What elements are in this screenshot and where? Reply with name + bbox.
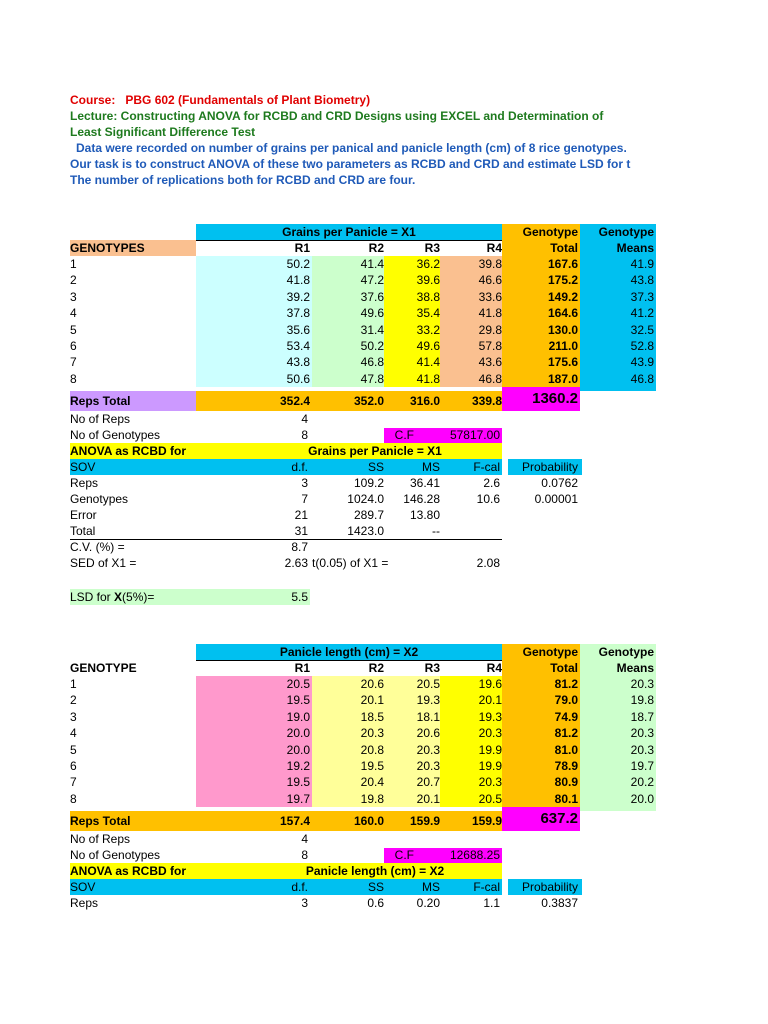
anova-value: 0.6 [367, 896, 384, 911]
anova-value [426, 523, 500, 539]
sed-label: SED of X1 = [70, 556, 137, 571]
genotype-id: 5 [70, 322, 77, 337]
anova-header: Probability [521, 460, 578, 475]
genotype-mean-value: 20.3 [630, 677, 654, 691]
intro-text [70, 92, 760, 188]
rep-value: 46.8 [478, 371, 502, 386]
t-value: 2.08 [476, 556, 500, 571]
rep-value: 20.7 [416, 775, 440, 790]
anova-header-sov: SOV [70, 880, 96, 895]
rep-value: 43.8 [286, 355, 310, 370]
rep-value: 20.1 [360, 693, 384, 708]
rep-header-r1: R1 [294, 661, 310, 675]
anova-value: 10.6 [476, 492, 500, 507]
rep-value: 20.3 [416, 742, 440, 757]
data-line-3: The number of replications both for RCBD and CRD are four. [70, 173, 416, 187]
anova-value: 0.20 [416, 896, 440, 911]
lecture-line-1: Lecture: Constructing ANOVA for RCBD and CRD Designs using EXCEL and Determination of [70, 109, 604, 123]
anova-value: 0.3837 [541, 896, 578, 911]
no-of-genotypes-label: No of Genotypes [70, 428, 161, 443]
genotype-total-value: 164.6 [547, 306, 578, 321]
anova-header: d.f. [291, 880, 308, 895]
genotype-means-header: Genotype [598, 645, 654, 659]
genotype-mean-value: 20.0 [630, 791, 654, 806]
reps-total-label: Reps Total [70, 394, 131, 409]
cf-label: C.F [394, 428, 414, 443]
genotype-id: 3 [70, 709, 77, 724]
genotypes-header: GENOTYPES [70, 241, 145, 255]
rep-value: 19.5 [286, 775, 310, 790]
rep-header-r2: R2 [368, 661, 384, 675]
rep-header-r2: R2 [368, 241, 384, 255]
rep-header-r1: R1 [294, 241, 310, 255]
genotypes-header: GENOTYPE [70, 661, 137, 675]
rep-value: 35.4 [416, 306, 440, 321]
anova-value: 0.0762 [541, 476, 578, 491]
rep-value: 19.7 [286, 791, 310, 806]
rep-value: 20.5 [286, 677, 310, 691]
course-line: Course: PBG 602 (Fundamentals of Plant Biometry) [70, 93, 371, 107]
anova-value: 109.2 [353, 476, 384, 491]
rep-value: 20.1 [478, 693, 502, 708]
rep-value: 50.2 [286, 257, 310, 271]
rep-value: 20.5 [416, 677, 440, 691]
genotype-total-value: 74.9 [554, 709, 578, 724]
rep-value: 20.1 [416, 791, 440, 806]
rep-value: 49.6 [360, 306, 384, 321]
anova-value: 0.00001 [534, 492, 578, 507]
genotype-total-header: Total [550, 661, 578, 675]
rep-value: 41.8 [478, 306, 502, 321]
reps-total-value: 160.0 [353, 814, 384, 829]
genotype-total-header: Genotype [522, 225, 578, 239]
anova-header: SS [367, 880, 384, 895]
genotype-means-header: Means [616, 241, 654, 255]
rep-value: 43.6 [478, 355, 502, 370]
rep-value: 41.4 [416, 355, 440, 370]
genotype-id: 1 [70, 677, 77, 691]
genotype-total-value: 187.0 [547, 371, 578, 386]
data-line-1: Data were recorded on number of grains per panical and panicle length (cm) of 8 rice genotypes. [76, 141, 627, 155]
reps-total-value: 159.9 [409, 814, 440, 829]
genotype-total-header: Total [550, 241, 578, 255]
rep-value: 20.3 [478, 775, 502, 790]
reps-total-value: 157.4 [279, 814, 310, 829]
anova-header: MS [422, 880, 440, 895]
table-title: Panicle length (cm) = X2 [279, 645, 419, 659]
genotype-id: 6 [70, 759, 77, 773]
anova-value [504, 507, 578, 523]
rep-value: 20.0 [286, 726, 310, 741]
no-of-reps-label: No of Reps [70, 412, 131, 427]
rep-value: 29.8 [478, 322, 502, 337]
rep-value: 19.5 [360, 759, 384, 773]
rep-value: 49.6 [416, 339, 440, 353]
genotype-total-value: 211.0 [548, 339, 578, 353]
rep-value: 20.6 [416, 726, 440, 741]
anova-title: Panicle length (cm) = X2 [305, 864, 445, 879]
anova-value: 21 [294, 508, 308, 523]
rep-value: 19.9 [478, 742, 502, 757]
cf-value: 57817.00 [449, 428, 500, 443]
genotype-total-value: 79.0 [554, 693, 578, 708]
anova-header: F-cal [473, 460, 500, 475]
rep-header-r4: R4 [486, 241, 502, 255]
rep-value: 31.4 [360, 322, 384, 337]
rep-value: 37.8 [286, 306, 310, 321]
genotype-id: 2 [70, 693, 77, 708]
genotype-id: 4 [70, 306, 77, 321]
genotype-mean-value: 18.7 [630, 709, 654, 724]
anova-value: -- [432, 524, 440, 539]
grand-total-value: 637.2 [540, 810, 578, 828]
table-title: Grains per Panicle = X1 [282, 225, 416, 239]
lecture-line-2: Least Significant Difference Test [70, 125, 256, 139]
rep-value: 47.8 [360, 371, 384, 386]
genotype-id: 7 [70, 355, 77, 370]
rep-value: 46.8 [360, 355, 384, 370]
rep-value: 57.8 [478, 339, 502, 353]
genotype-mean-value: 20.3 [630, 726, 654, 741]
rep-value: 39.2 [286, 289, 310, 304]
rep-value: 37.6 [360, 289, 384, 304]
genotype-id: 7 [70, 775, 77, 790]
genotype-total-value: 130.0 [547, 322, 578, 337]
genotype-means-header: Genotype [598, 225, 654, 239]
rep-value: 19.3 [416, 693, 440, 708]
genotype-mean-value: 41.2 [630, 306, 654, 321]
cv-value: 8.7 [291, 540, 308, 555]
anova-header: Probability [521, 880, 578, 895]
anova-value [504, 523, 578, 539]
rep-value: 19.9 [478, 759, 502, 773]
anova-source: Reps [70, 476, 99, 491]
anova-header: F-cal [473, 880, 500, 895]
reps-total-value: 352.4 [279, 394, 310, 409]
lsd-value: 5.5 [291, 590, 308, 605]
grand-total-value: 1360.2 [532, 390, 578, 408]
rep-value: 19.0 [286, 709, 310, 724]
rep-value: 39.8 [478, 257, 502, 271]
rep-value: 20.0 [286, 742, 310, 757]
rep-value: 47.2 [360, 273, 384, 288]
no-of-reps-value: 4 [301, 412, 308, 427]
anova-label: ANOVA as RCBD for [70, 864, 187, 879]
genotype-total-value: 81.2 [554, 677, 578, 691]
genotype-means-header: Means [616, 661, 654, 675]
reps-total-value: 352.0 [353, 394, 384, 409]
anova-header: d.f. [291, 460, 308, 475]
anova-value: 2.6 [483, 476, 500, 491]
rep-value: 46.6 [478, 273, 502, 288]
rep-value: 19.2 [286, 759, 310, 773]
genotype-mean-value: 43.9 [630, 355, 654, 370]
cf-value: 12688.25 [449, 848, 500, 863]
t-value-label: t(0.05) of X1 = [312, 556, 389, 571]
rep-header-r4: R4 [486, 661, 502, 675]
anova-value: 146.28 [403, 492, 440, 507]
rep-header-r3: R3 [424, 241, 440, 255]
rep-value: 20.3 [478, 726, 502, 741]
anova-value: 31 [294, 524, 308, 539]
anova-label: ANOVA as RCBD for [70, 444, 187, 459]
genotype-id: 8 [70, 791, 77, 806]
genotype-id: 5 [70, 742, 77, 757]
anova-header-sov: SOV [70, 460, 96, 475]
genotype-total-header: Genotype [522, 645, 578, 659]
genotype-total-value: 81.2 [554, 726, 578, 741]
anova-value: 1423.0 [347, 524, 384, 539]
anova-source: Reps [70, 896, 99, 911]
rep-value: 41.4 [360, 257, 384, 271]
anova-source: Total [70, 524, 96, 539]
genotype-total-value: 175.6 [547, 355, 578, 370]
rep-value: 20.3 [416, 759, 440, 773]
rep-value: 41.8 [416, 371, 440, 386]
genotype-id: 6 [70, 339, 77, 353]
reps-total-value: 316.0 [409, 394, 440, 409]
rep-value: 35.6 [286, 322, 310, 337]
cv-label: C.V. (%) = [70, 540, 125, 555]
rep-value: 20.4 [360, 775, 384, 790]
genotype-total-value: 149.2 [547, 289, 578, 304]
anova-value: 1.1 [483, 896, 500, 911]
anova-value: 1024.0 [347, 492, 384, 507]
anova-source: Error [70, 508, 97, 523]
anova-value [426, 507, 500, 523]
genotype-mean-value: 20.3 [630, 742, 654, 757]
genotype-total-value: 81.0 [554, 742, 578, 757]
genotype-mean-value: 19.8 [630, 693, 654, 708]
no-of-genotypes-value: 8 [301, 428, 308, 443]
reps-total-value: 159.9 [471, 814, 502, 829]
rep-value: 20.6 [360, 677, 384, 691]
rep-value: 53.4 [286, 339, 310, 353]
rep-value: 19.6 [478, 677, 502, 691]
rep-value: 19.3 [478, 709, 502, 724]
rep-value: 41.8 [286, 273, 310, 288]
genotype-total-value: 78.9 [554, 759, 578, 773]
anova-header: MS [422, 460, 440, 475]
genotype-id: 4 [70, 726, 77, 741]
genotype-id: 3 [70, 289, 77, 304]
rep-header-r3: R3 [424, 661, 440, 675]
genotype-mean-value: 41.9 [630, 257, 654, 271]
rep-value: 20.5 [478, 791, 502, 806]
genotype-mean-value: 43.8 [630, 273, 654, 288]
no-of-genotypes-label: No of Genotypes [70, 848, 161, 863]
rep-value: 20.3 [360, 726, 384, 741]
reps-total-label: Reps Total [70, 814, 131, 829]
rep-value: 20.8 [360, 742, 384, 757]
rep-value: 18.1 [416, 709, 440, 724]
lsd-label: LSD for X(5%)= [70, 590, 155, 605]
rep-value: 33.2 [416, 322, 440, 337]
genotype-mean-value: 20.2 [630, 775, 654, 790]
genotype-id: 8 [70, 371, 77, 386]
rep-value: 19.5 [286, 693, 310, 708]
rep-value: 36.2 [416, 257, 440, 271]
reps-total-value: 339.8 [471, 394, 502, 409]
anova-header: SS [367, 460, 384, 475]
genotype-mean-value: 32.5 [630, 322, 654, 337]
genotype-id: 2 [70, 273, 77, 288]
no-of-reps-label: No of Reps [70, 832, 131, 847]
rep-value: 39.6 [416, 273, 440, 288]
rep-value: 50.6 [286, 371, 310, 386]
anova-value: 13.80 [409, 508, 440, 523]
sed-value: 2.63 [284, 556, 308, 571]
data-line-2: Our task is to construct ANOVA of these two parameters as RCBD and CRD and estimate LSD for t [70, 157, 631, 171]
cf-label: C.F [394, 848, 414, 863]
genotype-mean-value: 37.3 [630, 289, 654, 304]
rep-value: 18.5 [360, 709, 384, 724]
no-of-genotypes-value: 8 [301, 848, 308, 863]
anova-value: 289.7 [353, 508, 384, 523]
anova-value: 3 [301, 476, 308, 491]
anova-value: 7 [301, 492, 308, 507]
anova-title: Grains per Panicle = X1 [308, 444, 442, 459]
genotype-total-value: 80.9 [554, 775, 578, 790]
genotype-total-value: 80.1 [554, 791, 578, 806]
anova-value: 3 [301, 896, 308, 911]
rep-value: 19.8 [360, 791, 384, 806]
anova-value: 36.41 [409, 476, 440, 491]
rep-value: 38.8 [416, 289, 440, 304]
genotype-mean-value: 46.8 [630, 371, 654, 386]
genotype-mean-value: 19.7 [630, 759, 654, 773]
rep-value: 33.6 [478, 289, 502, 304]
genotype-total-value: 175.2 [547, 273, 578, 288]
anova-source: Genotypes [70, 492, 129, 507]
genotype-mean-value: 52.8 [630, 339, 654, 353]
genotype-total-value: 167.6 [547, 257, 578, 271]
no-of-reps-value: 4 [301, 832, 308, 847]
rep-value: 50.2 [360, 339, 384, 353]
genotype-id: 1 [70, 257, 77, 271]
